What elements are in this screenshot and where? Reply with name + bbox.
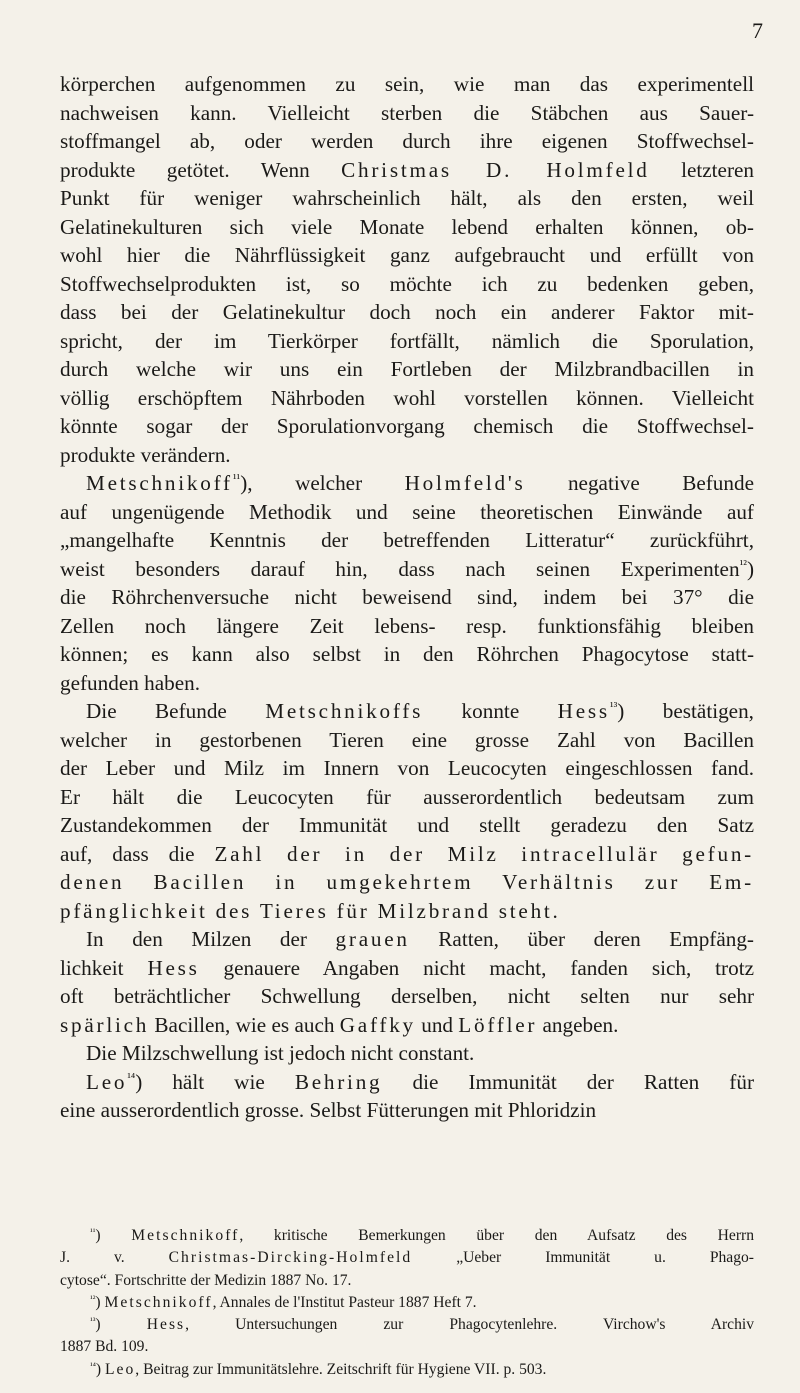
body-text	[60, 70, 754, 1125]
text-run: auf, dass die	[60, 841, 215, 866]
spaced-name: Metschnikoffs	[265, 699, 424, 723]
text-run: , Untersuchungen zur Phagocytenlehre. Virchow's Archiv	[185, 1316, 755, 1334]
text-run: )	[95, 1293, 105, 1311]
spaced-name: spärlich	[60, 1012, 150, 1037]
text-run: der Leber und Milz im Innern von Leucocyten eingeschlossen fand.	[60, 756, 754, 780]
text-run: )	[95, 1227, 132, 1244]
text-line	[60, 612, 754, 641]
footnote-ref: ¹¹	[232, 471, 241, 486]
text-line	[60, 868, 754, 897]
text-line	[60, 897, 754, 926]
text-run: ) bestätigen,	[617, 699, 754, 723]
text-run: können; es kann also selbst in den Röhrchen Phagocytose statt-	[60, 642, 754, 666]
text-line	[60, 640, 754, 669]
text-line	[60, 840, 754, 869]
text-run: „Ueber Immunität u. Phago-	[412, 1249, 754, 1267]
spaced-name: Leo	[104, 1360, 136, 1378]
spaced-name: Hess	[147, 955, 200, 980]
text-run: Die Milzschwellung ist jedoch nicht constant.	[86, 1041, 475, 1065]
spaced-name: Holmfeld's	[404, 471, 526, 495]
spaced-name: Metschnikoff	[86, 471, 233, 495]
text-line	[60, 697, 754, 726]
text-run: Zellen noch längere Zeit lebens- resp. funktionsfähig bleiben	[60, 613, 754, 638]
footnote-line	[60, 1270, 754, 1292]
spaced-name: Christmas D. Holmfeld	[341, 157, 650, 182]
footnote-ref: ¹²	[739, 557, 747, 572]
text-run: nachweisen kann. Vielleicht sterben die Stäbchen aus Sauer-	[60, 100, 754, 125]
text-run: Stoffwechselprodukten ist, so möchte ich zu bedenken geben,	[60, 271, 754, 296]
text-run: konnte	[423, 699, 558, 723]
text-run: körperchen aufgenommen zu sein, wie man das experimentell	[60, 72, 754, 96]
text-run: durch welche wir uns ein Fortleben der Milzbrandbacillen in	[60, 357, 754, 381]
spaced-name: Leo	[86, 1069, 128, 1094]
text-line	[60, 1011, 754, 1040]
spaced-name: denen Bacillen in umgekehrtem Verhältnis zur Em-	[60, 870, 754, 894]
text-run: ), welcher	[240, 471, 405, 495]
text-line	[60, 954, 754, 983]
text-line	[60, 1068, 754, 1097]
text-line	[60, 184, 754, 213]
text-run: Ratten, über deren Empfäng-	[409, 927, 754, 951]
footnote-line	[60, 1359, 754, 1381]
text-line	[60, 412, 754, 441]
spaced-name: Hess	[146, 1316, 186, 1334]
text-line	[60, 127, 754, 156]
text-run: Gelatinekulturen sich viele Monate lebend erhalten können, ob-	[60, 214, 754, 239]
footnote-ref: ¹³	[609, 699, 618, 714]
text-line	[60, 270, 754, 299]
text-run: Bacillen, wie es auch	[149, 1012, 340, 1037]
footnote-line	[60, 1225, 754, 1247]
text-run: dass bei der Gelatinekultur doch noch ein anderer Faktor mit-	[60, 300, 754, 324]
text-run: , kritische Bemerkungen über den Aufsatz des Herrn	[239, 1227, 754, 1244]
text-run: produkte verändern.	[60, 442, 231, 467]
text-line	[60, 1039, 754, 1068]
text-line	[60, 498, 754, 527]
text-line	[60, 441, 754, 470]
text-run: 1887 Bd. 109.	[60, 1338, 149, 1356]
text-run: völlig erschöpftem Nährboden wohl vorstellen können. Vielleicht	[60, 385, 754, 410]
text-line	[60, 327, 754, 356]
text-run: und	[415, 1012, 459, 1037]
spaced-name: Behring	[294, 1069, 383, 1094]
footnote-ref: ¹³	[90, 1315, 96, 1326]
text-run: produkte getötet. Wenn	[60, 157, 342, 182]
text-run: weist besonders darauf hin, dass nach seinen Experimenten	[60, 556, 740, 581]
spaced-name: pfänglichkeit des Tieres für Milzbrand steht.	[60, 898, 561, 923]
text-line	[60, 583, 754, 612]
text-line	[60, 384, 754, 413]
text-run: stoffmangel ab, oder werden durch ihre eigenen Stoffwechsel-	[60, 129, 754, 153]
text-run: ) hält wie	[135, 1069, 295, 1094]
text-line	[60, 726, 754, 755]
text-line	[60, 469, 754, 498]
text-line	[60, 811, 754, 840]
text-line	[60, 355, 754, 384]
text-run: oft beträchtlicher Schwellung derselben, nicht selten nur sehr	[60, 984, 754, 1008]
text-line	[60, 1096, 754, 1125]
text-run: Zustandekommen der Immunität und stellt geradezu den Satz	[60, 813, 754, 837]
text-line	[60, 754, 754, 783]
text-line	[60, 99, 754, 128]
text-run: welcher in gestorbenen Tieren eine grosse Zahl von Bacillen	[60, 727, 754, 752]
footnote-ref: ¹⁴	[127, 1070, 136, 1085]
text-run: auf ungenügende Methodik und seine theoretischen Einwände auf	[60, 499, 754, 524]
text-run: die Röhrchenversuche nicht beweisend sind, indem bei 37° die	[60, 585, 754, 609]
text-line	[60, 298, 754, 327]
footnote-line	[60, 1247, 754, 1269]
text-run: )	[95, 1316, 147, 1334]
text-line	[60, 70, 754, 99]
text-run: Er hält die Leucocyten für ausserordentlich bedeutsam zum	[60, 784, 754, 809]
text-run: Die Befunde	[86, 699, 266, 723]
footnote-line	[60, 1314, 754, 1336]
page-number: 7	[752, 18, 763, 43]
text-run: wohl hier die Nährflüssigkeit ganz aufgebraucht und erfüllt von	[60, 243, 754, 267]
text-line	[60, 156, 754, 185]
text-line	[60, 783, 754, 812]
text-line	[60, 669, 754, 698]
footnote-ref: ¹²	[90, 1293, 96, 1304]
text-run: könnte sogar der Sporulationvorgang chemisch die Stoffwechsel-	[60, 414, 754, 438]
text-line	[60, 982, 754, 1011]
spaced-name: Zahl der in der Milz intracellulär gefun-	[214, 841, 754, 866]
spaced-name: Metschnikoff	[104, 1293, 213, 1311]
text-line	[60, 213, 754, 242]
footnote-ref: ¹⁴	[90, 1360, 96, 1371]
text-run: genauere Angaben nicht macht, fanden sich, trotz	[199, 955, 754, 980]
footnotes	[60, 1225, 754, 1381]
text-run: letzteren	[649, 157, 754, 182]
text-run: In den Milzen der	[86, 927, 336, 951]
spaced-name: Löffler	[458, 1012, 538, 1037]
text-run: J. v.	[60, 1249, 169, 1267]
spaced-name: Hess	[557, 699, 610, 723]
text-run: negative Befunde	[525, 471, 754, 495]
text-line	[60, 241, 754, 270]
text-run: , Beitrag zur Immunitätslehre. Zeitschrift für Hygiene VII. p. 503.	[135, 1360, 547, 1378]
text-run: angeben.	[537, 1012, 619, 1037]
spaced-name: Metschnikoff	[131, 1227, 240, 1244]
text-line	[60, 555, 754, 584]
text-run: Punkt für weniger wahrscheinlich hält, als den ersten, weil	[60, 186, 754, 210]
text-run: „mangelhafte Kenntnis der betreffenden Litteratur“ zurückführt,	[60, 528, 754, 552]
text-run: die Immunität der Ratten für	[382, 1069, 755, 1094]
spaced-name: Gaffky	[339, 1012, 416, 1037]
text-run: cytose“. Fortschritte der Medizin 1887 No. 17.	[60, 1271, 352, 1289]
text-run: lichkeit	[60, 955, 148, 980]
footnote-line	[60, 1336, 754, 1358]
text-run: gefunden haben.	[60, 670, 201, 695]
spaced-name: grauen	[335, 927, 410, 951]
text-run: , Annales de l'Institut Pasteur 1887 Heft 7.	[212, 1293, 477, 1311]
text-run: spricht, der im Tierkörper fortfällt, nämlich die Sporulation,	[60, 328, 754, 353]
spaced-name: Christmas-Dircking-Holmfeld	[168, 1249, 413, 1267]
text-line	[60, 925, 754, 954]
text-line	[60, 526, 754, 555]
text-run: eine ausserordentlich grosse. Selbst Fütterungen mit Phloridzin	[60, 1098, 597, 1122]
footnote-line	[60, 1292, 754, 1314]
text-run: )	[746, 556, 754, 581]
footnote-ref: ¹¹	[90, 1226, 96, 1237]
text-run: )	[95, 1360, 105, 1378]
